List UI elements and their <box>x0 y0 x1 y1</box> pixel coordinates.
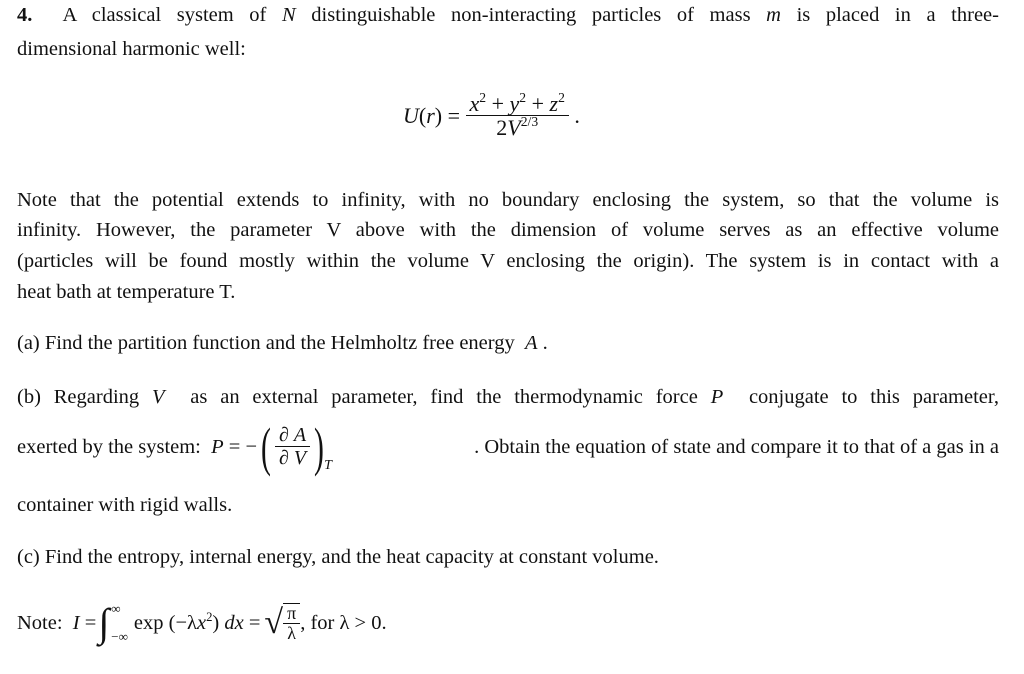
gaussian-integral-note: Note: I = ∫ ∞ −∞ $\exp (-\lambda x^2)$ dx = √ $\frac{\pi}{\lambda}$ , for λ > 0. <box>17 600 387 646</box>
part-b-line1: (b) Regarding V as an external parameter, find the thermodynamic force P conjugate to this parameter, <box>17 386 1000 408</box>
problem-intro-line2: dimensional harmonic well: <box>17 38 246 60</box>
note-line3: (particles will be found mostly within the volume V enclosing the origin). The system is in contact with a <box>17 250 999 272</box>
note-line4: heat bath at temperature T. <box>17 281 236 303</box>
note-label: Note: <box>17 611 63 634</box>
potential-equation: U(r) = $\frac{x^2 + y^2 + z^2}{2V^{2/3}}$ . <box>403 90 580 141</box>
note-line2: infinity. However, the parameter V above with the dimension of volume serves as an effective volume <box>17 219 999 241</box>
part-c: (c) Find the entropy, internal energy, and the heat capacity at constant volume. <box>17 546 659 568</box>
note-condition: , for λ > 0. <box>300 611 387 634</box>
problem-number: 4. <box>17 4 33 26</box>
problem-intro-line1: 4. A classical system of N distinguishable non-interacting particles of mass m is placed in a three- <box>17 4 999 26</box>
part-b-line3: container with rigid walls. <box>17 494 233 516</box>
part-b-line2: exerted by the system: P = − ( $\frac{\partial A}{\partial V}$ ) T . Obtain the equation of state and compare it to that of a gas in a <box>17 417 999 477</box>
part-a: (a) Find the partition function and the Helmholtz free energy A . <box>17 332 548 354</box>
note-line1: Note that the potential extends to infinity, with no boundary enclosing the system, so that the volume is <box>17 189 999 211</box>
